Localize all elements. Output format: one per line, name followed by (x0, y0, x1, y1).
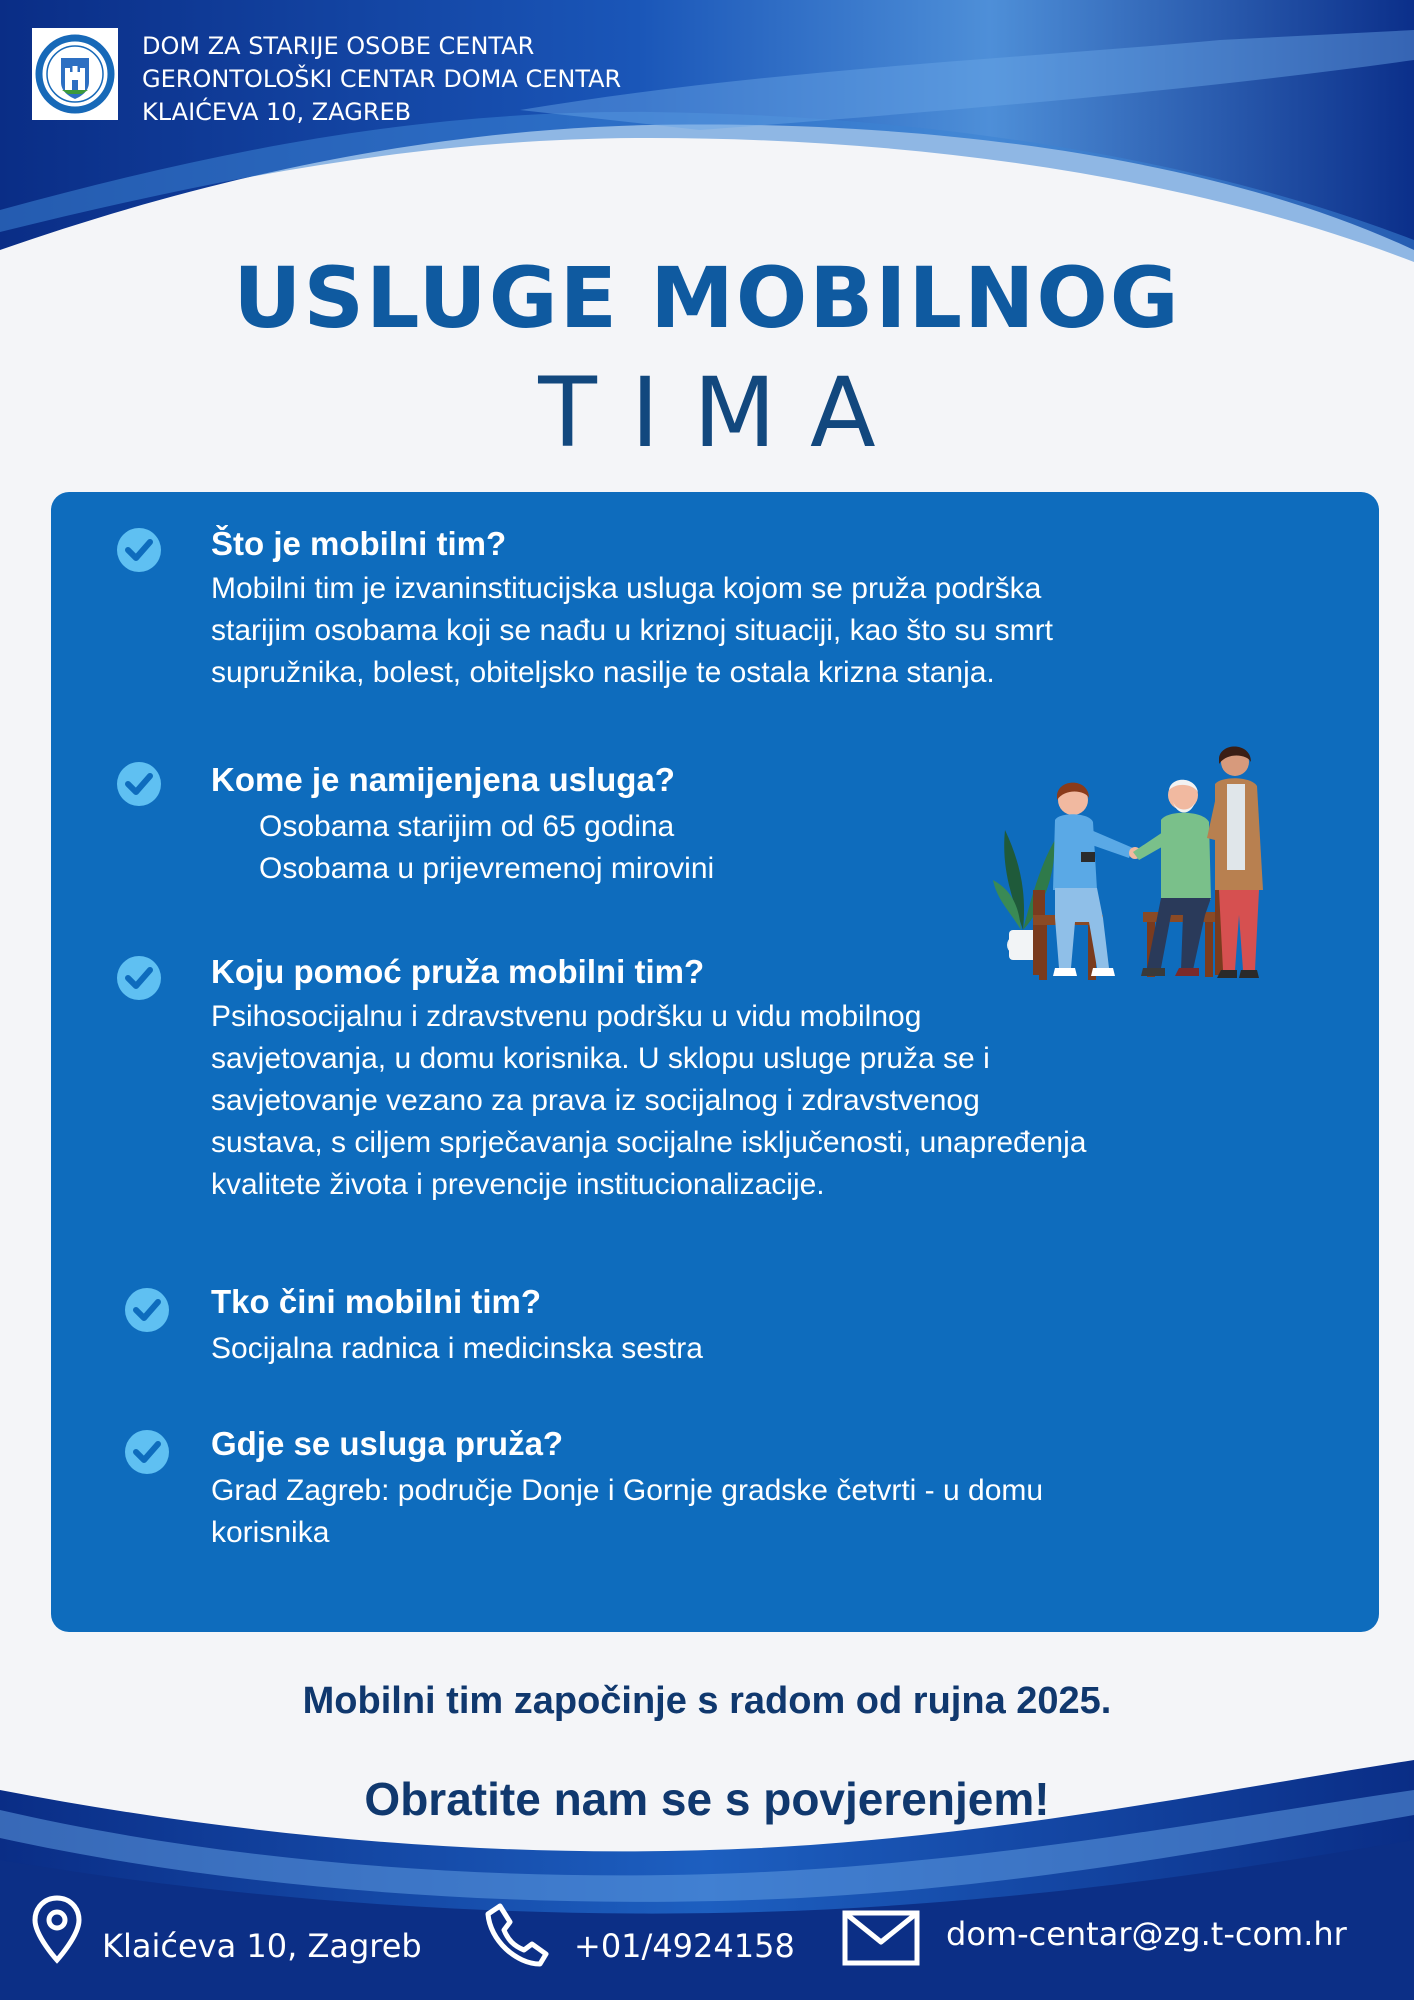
org-subname-line: GERONTOLOŠKI CENTAR DOMA CENTAR (142, 65, 622, 93)
faq-question: Gdje se usluga pruža? (211, 1425, 564, 1462)
organization-logo (32, 28, 118, 120)
org-name-line: DOM ZA STARIJE OSOBE CENTAR (142, 32, 535, 60)
faq-answer (211, 806, 714, 890)
answer-line: starijim osobama koji se nađu u kriznoj situaciji, kao što su smrt (211, 614, 1053, 647)
answer-line: savjetovanja, u domu korisnika. U sklopu usluge pruža se i (211, 1042, 990, 1075)
faq-question: Kome je namijenjena usluga? (211, 761, 675, 798)
faq-question: Što je mobilni tim? (211, 525, 507, 562)
faq-answer (211, 1470, 1043, 1554)
footer-phone[interactable]: +01/4924158 (574, 1927, 795, 1965)
answer-line: Mobilni tim je izvaninstitucijska usluga kojom se pruža podrška (211, 572, 1042, 605)
answer-line: Osobama starijim od 65 godina (259, 810, 675, 843)
checkmark-icon (123, 1286, 171, 1334)
answer-line: supružnika, bolest, obiteljsko nasilje te ostala krizna stanja. (211, 656, 995, 689)
phone-icon (482, 1900, 552, 1970)
checkmark-icon (115, 760, 163, 808)
answer-line: Osobama u prijevremenoj mirovini (259, 852, 715, 885)
location-pin-icon (30, 1894, 84, 1966)
faq-question: Tko čini mobilni tim? (211, 1283, 541, 1320)
faq-answer (211, 1328, 703, 1370)
answer-line: savjetovanje vezano za prava iz socijalnog i zdravstvenog (211, 1084, 980, 1117)
answer-line: Grad Zagreb: područje Donje i Gornje gradske četvrti - u domu (211, 1474, 1044, 1507)
checkmark-icon (115, 954, 163, 1002)
checkmark-icon (123, 1428, 171, 1476)
page-title-second-line: TIMA (538, 357, 910, 469)
checkmark-icon (115, 526, 163, 574)
faq-answer (211, 568, 1053, 694)
answer-line: sustava, s ciljem sprječavanja socijalne isključenosti, unapređenja (211, 1126, 1087, 1159)
page-title: USLUGE MOBILNOG (233, 249, 1181, 347)
care-team-illustration (993, 740, 1333, 990)
answer-line: Socijalna radnica i medicinska sestra (211, 1332, 703, 1365)
footer-email[interactable]: dom-centar@zg.t-com.hr (946, 1915, 1347, 1953)
faq-answer (211, 996, 1086, 1206)
contact-invitation: Obratite nam se s povjerenjem! (364, 1773, 1050, 1825)
start-date-message: Mobilni tim započinje s radom od rujna 2025. (302, 1680, 1112, 1722)
faq-question: Koju pomoć pruža mobilni tim? (211, 953, 705, 990)
info-panel (51, 492, 1379, 1632)
answer-line: Psihosocijalnu i zdravstvenu podršku u vidu mobilnog (211, 1000, 922, 1033)
answer-line: korisnika (211, 1516, 330, 1549)
city-crest-logo (32, 28, 118, 120)
organization-header (142, 30, 621, 129)
footer-address: Klaićeva 10, Zagreb (102, 1927, 422, 1965)
email-envelope-icon (842, 1910, 920, 1966)
org-address-line: KLAIĆEVA 10, ZAGREB (142, 98, 412, 126)
answer-line: kvalitete života i prevencije institucionalizacije. (211, 1168, 825, 1201)
